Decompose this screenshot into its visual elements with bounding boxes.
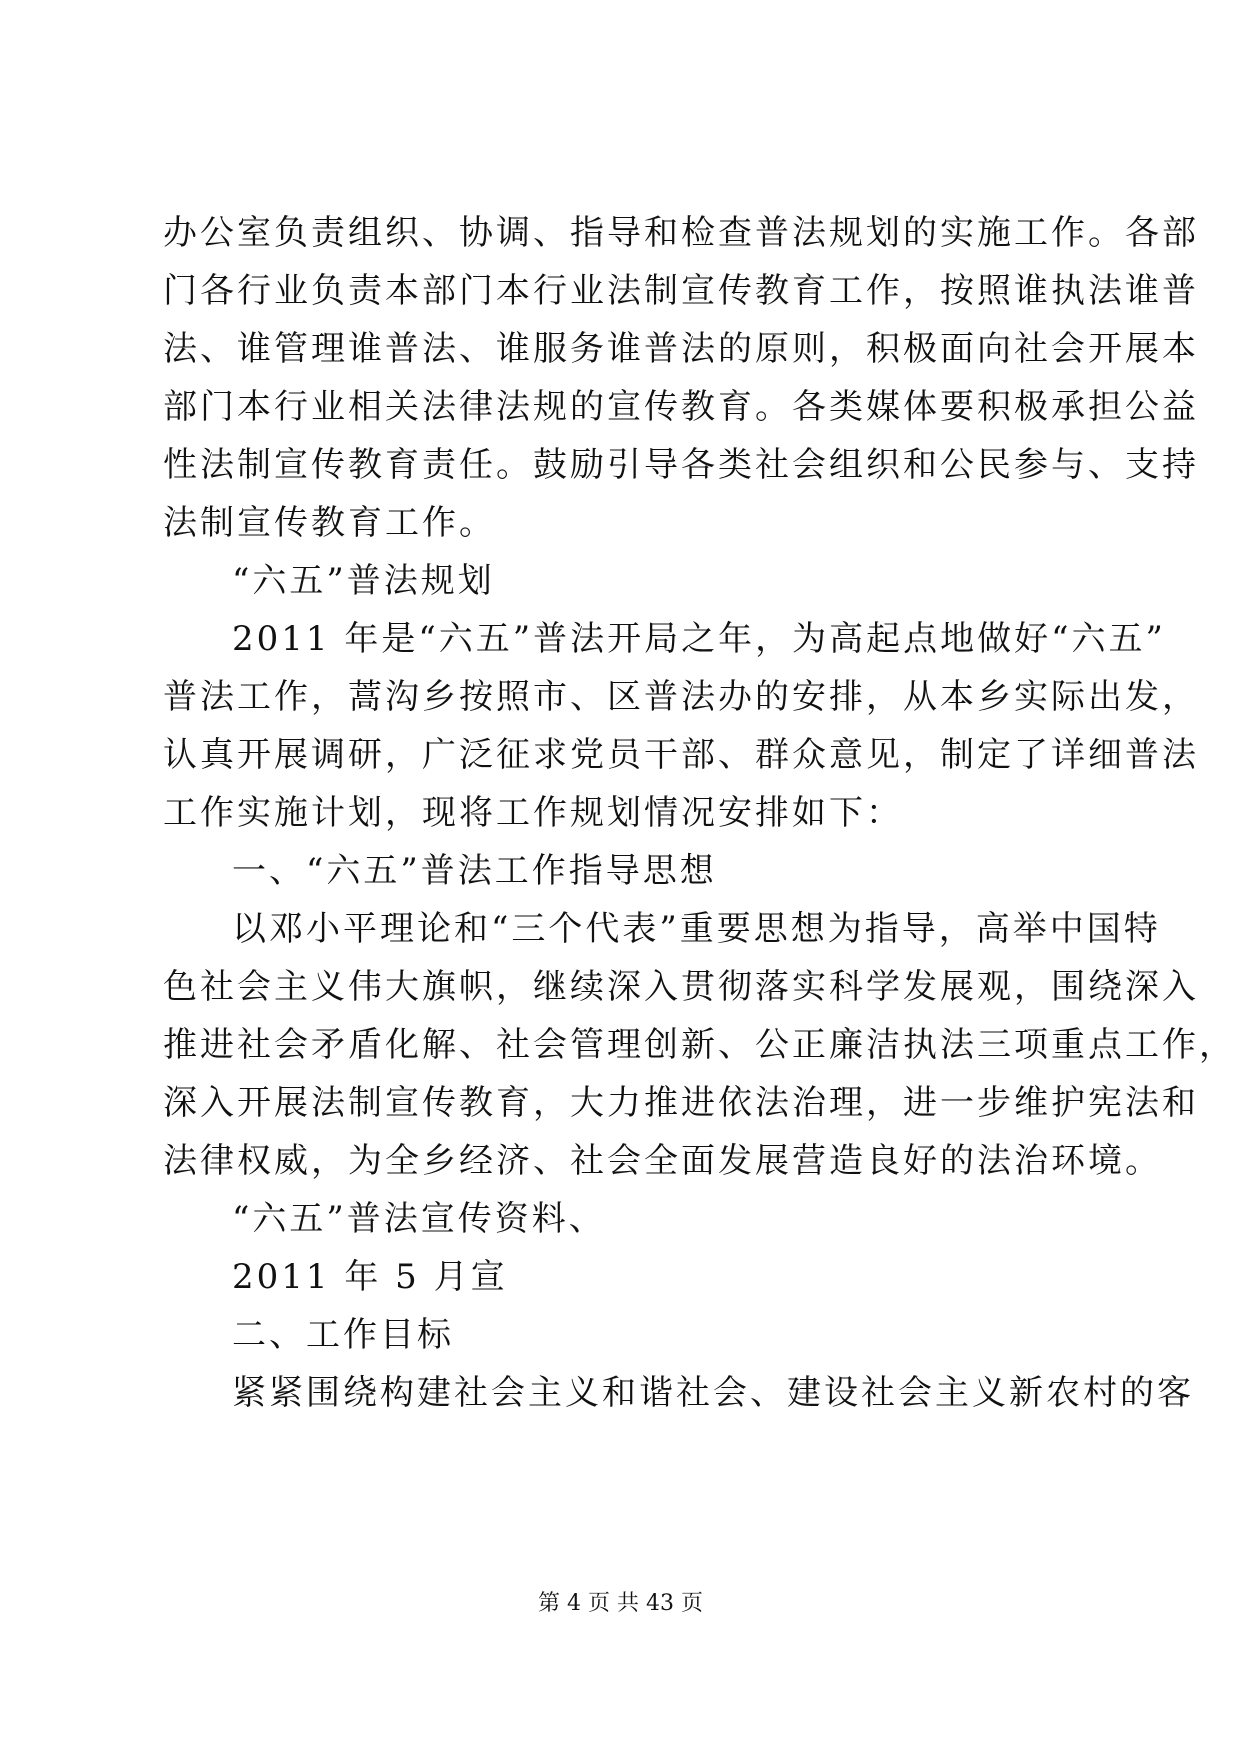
- body-line: 紧紧围绕构建社会主义和谐社会、建设社会主义新农村的客: [232, 1373, 1194, 1413]
- body-line: 色社会主义伟大旗帜，继续深入贯彻落实科学发展观，围绕深入: [163, 967, 1199, 1007]
- section-heading: 二、工作目标: [232, 1315, 454, 1355]
- body-line: 部门本行业相关法律法规的宣传教育。各类媒体要积极承担公益: [163, 387, 1199, 427]
- body-line: 普法工作，蒿沟乡按照市、区普法办的安排，从本乡实际出发，: [163, 677, 1199, 717]
- body-line: 认真开展调研，广泛征求党员干部、群众意见，制定了详细普法: [163, 735, 1199, 775]
- body-line: 2011 年是“六五”普法开局之年，为高起点地做好“六五”: [232, 619, 1166, 659]
- page-footer: 第 4 页 共 43 页: [538, 1591, 703, 1616]
- body-line: 以邓小平理论和“三个代表”重要思想为指导，高举中国特: [232, 909, 1161, 949]
- body-line: 办公室负责组织、协调、指导和检查普法规划的实施工作。各部: [163, 213, 1199, 253]
- body-line: 法制宣传教育工作。: [163, 503, 496, 543]
- section-heading: “六五”普法规划: [232, 561, 495, 601]
- body-line: 推进社会矛盾化解、社会管理创新、公正廉洁执法三项重点工作，: [163, 1025, 1236, 1065]
- body-line: 深入开展法制宣传教育，大力推进依法治理，进一步维护宪法和: [163, 1083, 1199, 1123]
- body-line: 工作实施计划，现将工作规划情况安排如下：: [163, 793, 903, 833]
- body-line: 2011 年 5 月宣: [232, 1257, 508, 1297]
- body-line: 性法制宣传教育责任。鼓励引导各类社会组织和公民参与、支持: [163, 445, 1199, 485]
- body-line: 法、谁管理谁普法、谁服务谁普法的原则，积极面向社会开展本: [163, 329, 1199, 369]
- body-line: “六五”普法宣传资料、: [232, 1199, 606, 1239]
- body-line: 法律权威，为全乡经济、社会全面发展营造良好的法治环境。: [163, 1141, 1162, 1181]
- section-heading: 一、“六五”普法工作指导思想: [232, 851, 717, 891]
- body-line: 门各行业负责本部门本行业法制宣传教育工作，按照谁执法谁普: [163, 271, 1199, 311]
